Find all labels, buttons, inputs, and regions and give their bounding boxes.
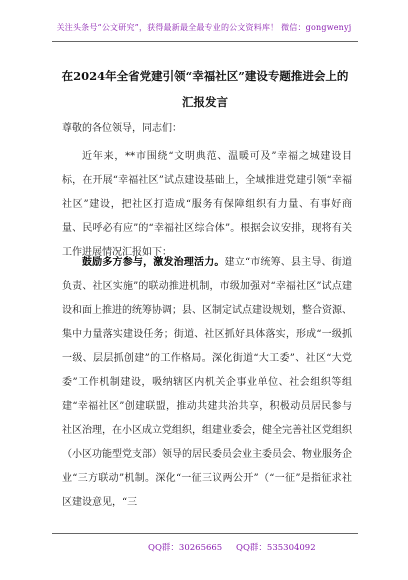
salutation: 尊敬的各位领导，同志们： <box>62 123 182 134</box>
paragraph-multi-party <box>62 251 352 515</box>
paragraph-intro: 近年来，**市围绕“文明典范、温暖可及”幸福之城建设目标，在开展“幸福社区”试点建设基础上，全域推进党建引领“幸福社区”建设，把社区打造成“服务有保障组织有力量、有事好商量、民呼必有应”的“幸福社区综合体”。根据会议安排，现将有关工作进展情况汇报如下： <box>62 151 352 258</box>
footer <box>0 541 408 555</box>
footer-qq-group-2: QQ群：535304092 <box>236 543 316 553</box>
paragraph-lead: 鼓励多方参与，激发治理活力。 <box>82 257 225 268</box>
paragraph-body: 建立“市统筹、县主导、街道负责、社区实施”的联动推进机制，市级加强对“幸福社区”试点建设和面上推进的统筹协调；县、区制定试点建设规划，整合资源、集中力量落实建设任务；街道、社区抓好具体落实，形成“一级抓一级、层层抓创建”的工作格局。深化街道“大工委”、社区“大党委”工作机制建设，吸纳辖区内机关企事业单位、社会组织等组建“幸福社区”创建联盟，推动共建共治共享，积极动员居民参与社区治理，在小区成立党组织，组建业委会，健全完善社区党组织（小区功能型党支部）领导的居民委员会业主委员会、物业服务企业“三方联动”机制。深化“一征三议两公开”（“一征”是指征求社区建设意见，“三 <box>62 257 352 508</box>
title-line-2: 汇报发言 <box>182 95 228 109</box>
title-line-1: 在2024年全省党建引领“幸福社区”建设专题推进会上的 <box>61 69 349 83</box>
header-divider <box>52 41 358 42</box>
footer-divider <box>52 533 358 534</box>
footer-qq-group-1: QQ群：30265665 <box>148 543 223 553</box>
header-note: 关注头条号“公文研究”，获得最新最全最专业的公文资料库！ 微信：gongwenyj <box>56 23 352 32</box>
